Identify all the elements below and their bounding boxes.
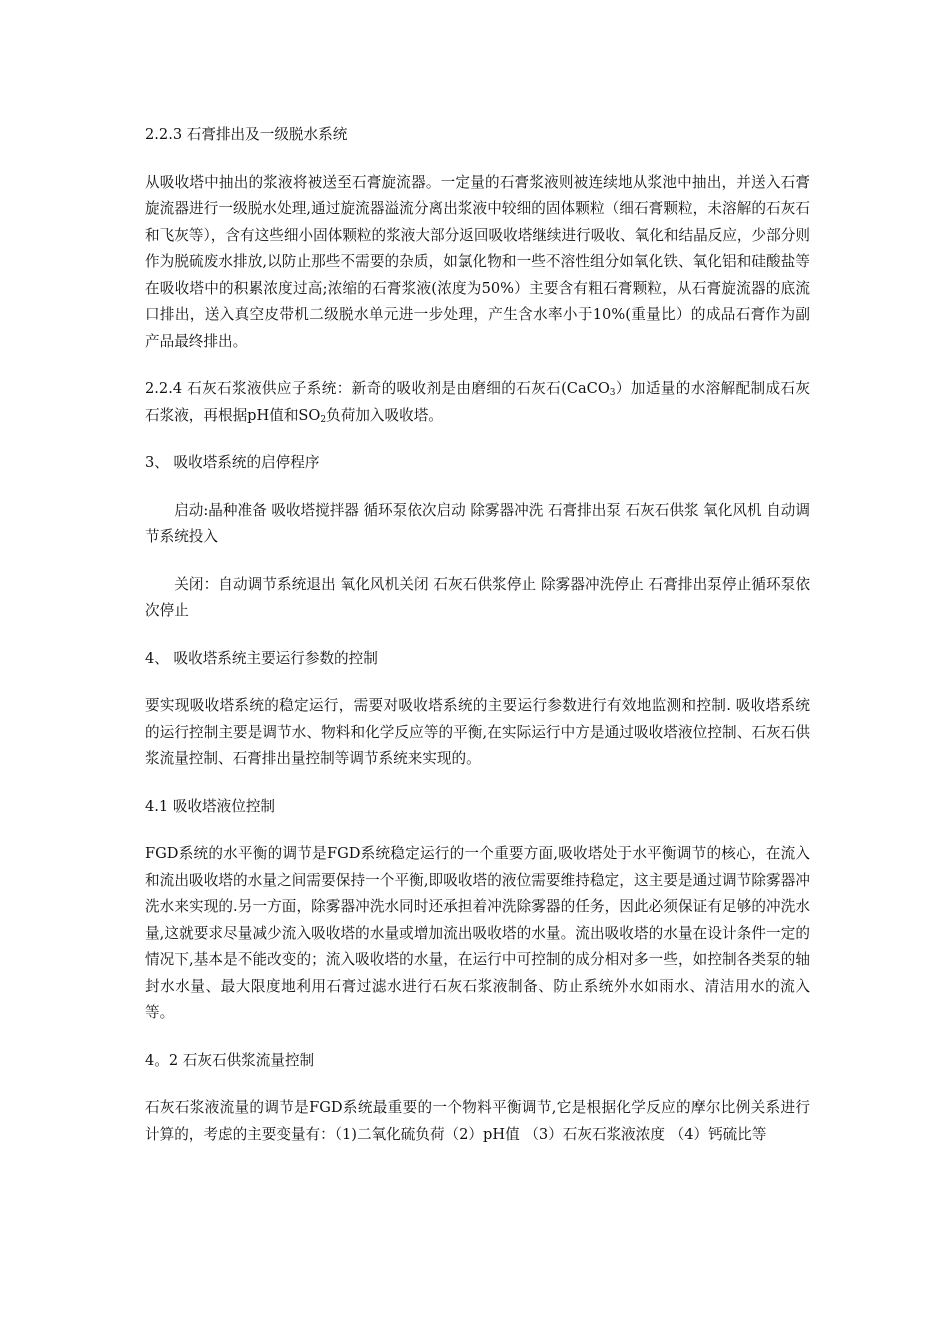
document-page xyxy=(145,122,810,1148)
section-2-2-4-text-3: 负荷加入吸收塔。 xyxy=(326,406,443,424)
startup-sequence: 启动:晶种准备 吸收塔搅拌器 循环泵依次启动 除雾器冲洗 石膏排出泵 石灰石供浆 氧化风机 自动调节系统投入 xyxy=(145,501,810,545)
section-2-2-3-heading: 2.2.3 石膏排出及一级脱水系统 xyxy=(145,126,348,143)
section-4-2-heading: 4。2 石灰石供浆流量控制 xyxy=(145,1051,315,1069)
section-2-2-4-paragraph xyxy=(145,376,810,429)
section-4-2-body: 石灰石浆液流量的调节是FGD系统最重要的一个物料平衡调节,它是根据化学反应的摩尔比例关系进行计算的，考虑的主要变量有：（1)二氧化硫负荷（2）pH值 （3）石灰石浆液浓度 （4）钙硫比等 xyxy=(145,1099,810,1143)
caco3-subscript: 3 xyxy=(609,388,616,398)
section-4-1-body: FGD系统的水平衡的调节是FGD系统稳定运行的一个重要方面,吸收塔处于水平衡调节的核心，在流入和流出吸收塔的水量之间需要保持一个平衡,即吸收塔的液位需要维持稳定，这主要是通过调节除雾器冲洗水来实现的.另一方面，除雾器冲洗水同时还承担着冲洗除雾器的任务，因此必须保证有足够的冲洗水量,这就要求尽量减少流入吸收塔的水量或增加流出吸收塔的水量。流出吸收塔的水量在设计条件一定的情况下,基本是不能改变的；流入吸收塔的水量，在运行中可控制的成分相对多一些，如控制各类泵的轴封水水量、最大限度地利用石膏过滤水进行石灰石浆液制备、防止系统外水如雨水、清洁用水的流入等。 xyxy=(145,845,810,1021)
shutdown-sequence: 关闭：自动调节系统退出 氧化风机关闭 石灰石供浆停止 除雾器冲洗停止 石膏排出泵停止循环泵依次停止 xyxy=(145,575,810,619)
section-2-2-4-text-2: ）加适量的水溶解配制成石灰石浆液，再根据pH值和SO xyxy=(145,380,810,424)
section-3-heading: 3、 吸收塔系统的启停程序 xyxy=(145,454,320,471)
section-2-2-3-body: 从吸收塔中抽出的浆液将被送至石膏旋流器。一定量的石膏浆液则被连续地从浆池中抽出，并送入石膏旋流器进行一级脱水处理,通过旋流器溢流分离出浆液中较细的固体颗粒（细石膏颗粒，未溶解的石灰石和飞灰等），含有这些细小固体颗粒的浆液大部分返回吸收塔继续进行吸收、氧化和结晶反应，少部分则作为脱硫废水排放,以防止那些不需要的杂质，如氯化物和一些不溶性组分如氧化铁、氧化铝和硅酸盐等在吸收塔中的积累浓度过高;浓缩的石膏浆液(浓度为50%）主要含有粗石膏颗粒，从石膏旋流器的底流口排出，送入真空皮带机二级脱水单元进一步处理，产生含水率小于10%(重量比）的成品石膏作为副产品最终排出。 xyxy=(145,173,810,350)
section-4-1-heading: 4.1 吸收塔液位控制 xyxy=(145,797,276,815)
section-4-body: 要实现吸收塔系统的稳定运行，需要对吸收塔系统的主要运行参数进行有效地监测和控制. 吸收塔系统的运行控制主要是调节水、物料和化学反应等的平衡,在实际运行中方是通过吸收塔液位控制、石灰石供浆流量控制、石膏排出量控制等调节系统来实现的。 xyxy=(145,697,810,767)
section-2-2-4-text-1: 2.2.4 石灰石浆液供应子系统：新奇的吸收剂是由磨细的石灰石(CaCO xyxy=(145,380,610,397)
so2-subscript: 2 xyxy=(320,414,327,425)
section-4-heading: 4、 吸收塔系统主要运行参数的控制 xyxy=(145,649,378,667)
